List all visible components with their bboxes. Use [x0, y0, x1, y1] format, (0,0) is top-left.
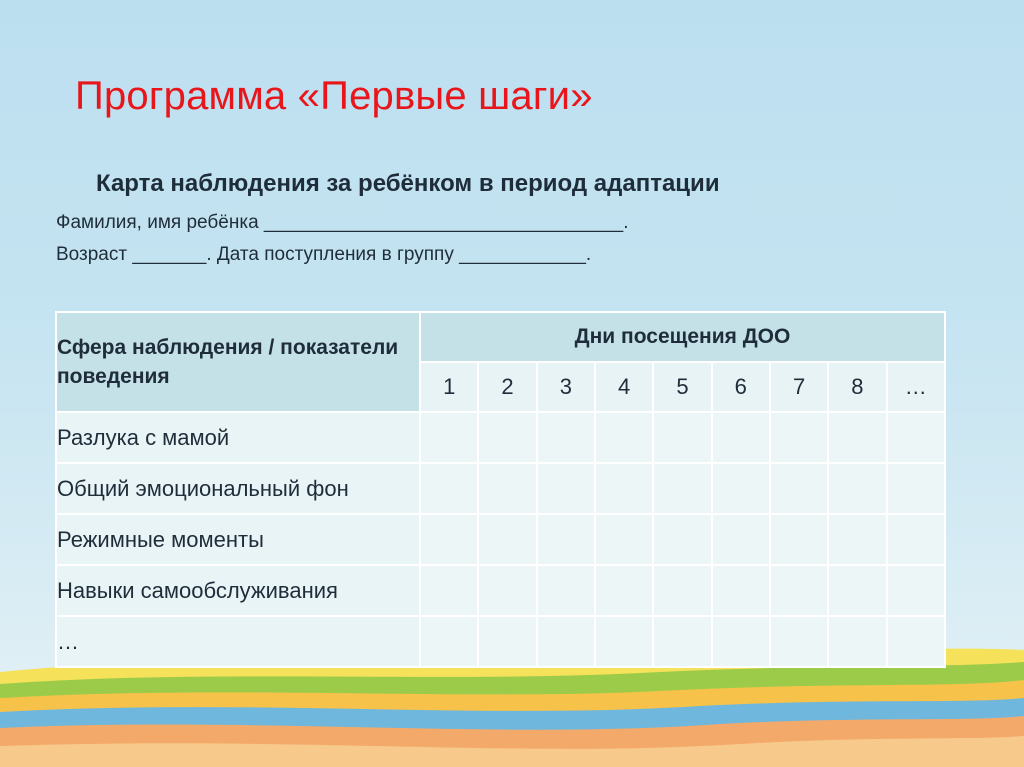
observation-cell [537, 616, 595, 667]
observation-cell [712, 616, 770, 667]
slide-title: Программа «Первые шаги» [75, 74, 593, 118]
observation-cell [478, 565, 536, 616]
day-number: 5 [653, 362, 711, 412]
observation-cell [887, 514, 945, 565]
observation-cell [828, 463, 886, 514]
observation-cell [887, 463, 945, 514]
table-row [56, 616, 945, 667]
day-number: 8 [828, 362, 886, 412]
observation-cell [770, 412, 828, 463]
observation-cell [887, 412, 945, 463]
row-label: Режимные моменты [56, 514, 420, 565]
row-label: Общий эмоциональный фон [56, 463, 420, 514]
observation-cell [595, 463, 653, 514]
table-row [56, 514, 945, 565]
observation-cell [653, 565, 711, 616]
observation-cell [770, 616, 828, 667]
child-name-field: Фамилия, имя ребёнка __________________________________. [56, 212, 629, 233]
observation-cell [595, 514, 653, 565]
observation-cell [828, 412, 886, 463]
table-row [56, 565, 945, 616]
observation-cell [653, 616, 711, 667]
row-label: Разлука с мамой [56, 412, 420, 463]
observation-cell [420, 463, 478, 514]
observation-cell [420, 616, 478, 667]
day-number: 1 [420, 362, 478, 412]
observation-cell [653, 412, 711, 463]
observation-cell [828, 514, 886, 565]
observation-cell [712, 565, 770, 616]
age-date-field: Возраст _______. Дата поступления в группу ____________. [56, 244, 592, 265]
observation-cell [887, 565, 945, 616]
observation-cell [478, 616, 536, 667]
table-row [56, 463, 945, 514]
observation-cell [770, 514, 828, 565]
observation-cell [537, 463, 595, 514]
day-number: 3 [537, 362, 595, 412]
days-header: Дни посещения ДОО [420, 312, 945, 362]
day-number: 2 [478, 362, 536, 412]
observation-cell [712, 514, 770, 565]
observation-cell [828, 565, 886, 616]
day-number: … [887, 362, 945, 412]
row-label: … [56, 616, 420, 667]
observation-cell [653, 463, 711, 514]
observation-cell [770, 463, 828, 514]
observation-cell [595, 616, 653, 667]
observation-cell [653, 514, 711, 565]
observation-cell [537, 565, 595, 616]
observation-cell [770, 565, 828, 616]
observation-cell [595, 412, 653, 463]
observation-cell [537, 412, 595, 463]
observation-cell [537, 514, 595, 565]
observation-cell [420, 565, 478, 616]
day-number: 4 [595, 362, 653, 412]
day-number: 7 [770, 362, 828, 412]
observation-cell [478, 514, 536, 565]
observation-cell [595, 565, 653, 616]
card-subtitle: Карта наблюдения за ребёнком в период адаптации [96, 170, 720, 197]
table-row [56, 412, 945, 463]
observation-cell [478, 463, 536, 514]
observation-cell [420, 412, 478, 463]
observation-cell [712, 412, 770, 463]
observation-cell [887, 616, 945, 667]
day-number: 6 [712, 362, 770, 412]
observation-cell [478, 412, 536, 463]
row-label: Навыки самообслуживания [56, 565, 420, 616]
observation-table [55, 311, 946, 668]
observation-cell [420, 514, 478, 565]
observation-cell [828, 616, 886, 667]
observation-cell [712, 463, 770, 514]
sphere-header: Сфера наблюдения / показатели поведения [56, 312, 420, 412]
